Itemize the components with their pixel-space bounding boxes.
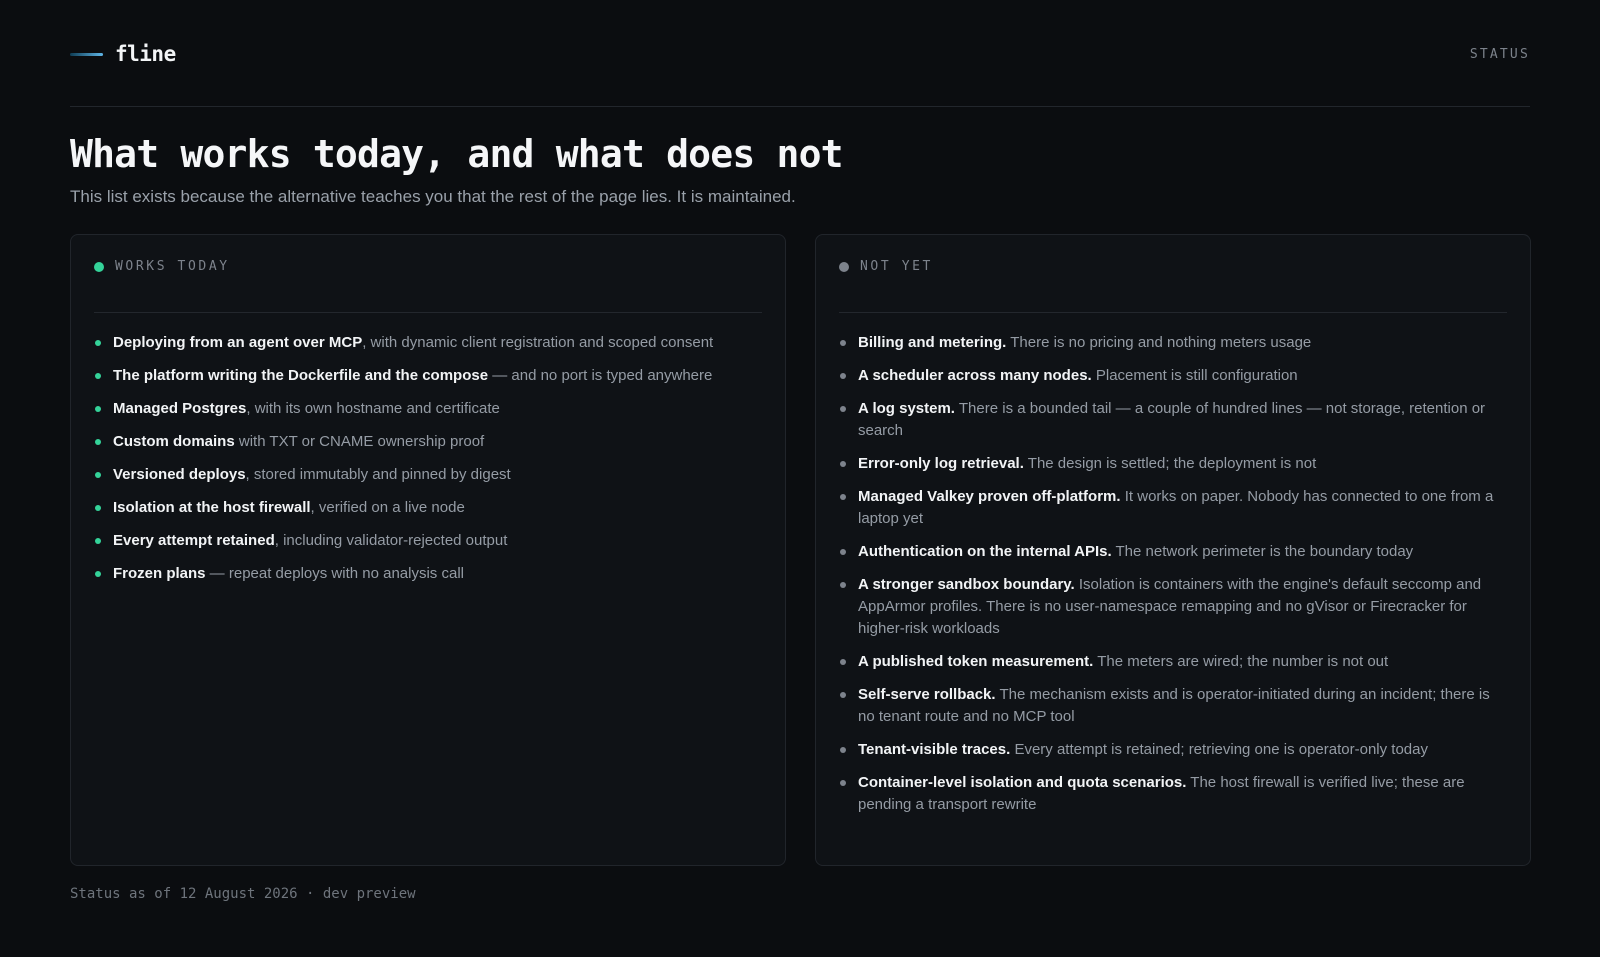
item-title: Container-level isolation and quota scenarios.	[858, 774, 1187, 791]
not-yet-item	[839, 398, 1507, 442]
item-detail: — and no port is typed anywhere	[488, 367, 713, 384]
item-title: Billing and metering.	[858, 334, 1007, 351]
not-yet-header	[839, 257, 1507, 313]
item-title: Frozen plans	[113, 565, 206, 582]
bullet-dot-icon	[840, 461, 846, 467]
item-detail: , including validator-rejected output	[274, 532, 508, 549]
bullet-dot-icon	[840, 659, 846, 665]
not-yet-item	[839, 739, 1507, 761]
item-title: The platform writing the Dockerfile and the compose	[113, 367, 489, 384]
item-detail: , verified on a live node	[310, 499, 465, 516]
bullet-dot-icon	[840, 549, 846, 555]
item-title: Every attempt retained	[113, 532, 275, 549]
item-title: Deploying from an agent over MCP	[113, 334, 363, 351]
item-detail: , stored immutably and pinned by digest	[245, 466, 511, 483]
works-today-item	[94, 431, 762, 453]
bullet-dot-icon	[840, 340, 846, 346]
brand-name: fline	[115, 42, 176, 66]
not-yet-item	[839, 574, 1507, 640]
bullet-dot-icon	[840, 692, 846, 698]
works-today-item	[94, 497, 762, 519]
page-title: What works today, and what does not	[70, 132, 843, 176]
works-today-item	[94, 464, 762, 486]
item-detail: — repeat deploys with no analysis call	[205, 565, 464, 582]
works-today-status-dot	[94, 262, 104, 272]
status-columns	[70, 234, 1531, 866]
not-yet-list	[839, 332, 1507, 816]
works-today-header	[94, 257, 762, 313]
bullet-dot-icon	[95, 538, 101, 544]
item-detail: Placement is still configuration	[1091, 367, 1298, 384]
item-title: Managed Valkey proven off-platform.	[858, 488, 1121, 505]
not-yet-item	[839, 332, 1507, 354]
bullet-dot-icon	[95, 406, 101, 412]
bullet-dot-icon	[95, 505, 101, 511]
bullet-dot-icon	[95, 472, 101, 478]
works-today-list	[94, 332, 762, 585]
not-yet-item	[839, 486, 1507, 530]
item-title: Custom domains	[113, 433, 235, 450]
item-detail: Every attempt is retained; retrieving one is operator-only today	[1010, 741, 1428, 758]
item-detail: with TXT or CNAME ownership proof	[234, 433, 485, 450]
item-detail: The design is settled; the deployment is not	[1023, 455, 1317, 472]
bullet-dot-icon	[95, 571, 101, 577]
item-title: Managed Postgres	[113, 400, 247, 417]
bullet-dot-icon	[840, 747, 846, 753]
item-title: Tenant-visible traces.	[858, 741, 1011, 758]
bullet-dot-icon	[840, 494, 846, 500]
item-title: A scheduler across many nodes.	[858, 367, 1092, 384]
item-detail: Isolation is containers with the engine's default seccomp and AppArmor profiles. There is no user-namespace remapping and no gVisor or Firecracker for higher-risk workloads	[858, 576, 1482, 637]
bullet-dot-icon	[840, 780, 846, 786]
bullet-dot-icon	[95, 340, 101, 346]
not-yet-item	[839, 651, 1507, 673]
item-detail: There is no pricing and nothing meters usage	[1006, 334, 1312, 351]
bullet-dot-icon	[840, 373, 846, 379]
page-subtitle: This list exists because the alternative teaches you that the rest of the page lies. It is maintained.	[70, 187, 796, 206]
works-today-item	[94, 530, 762, 552]
item-detail: The meters are wired; the number is not out	[1093, 653, 1389, 670]
nav-status-link[interactable]: STATUS	[1469, 46, 1530, 62]
not-yet-item	[839, 684, 1507, 728]
brand[interactable]	[70, 42, 176, 66]
not-yet-card	[815, 234, 1531, 866]
not-yet-item	[839, 453, 1507, 475]
bullet-dot-icon	[840, 406, 846, 412]
item-detail: There is a bounded tail — a couple of hundred lines — not storage, retention or search	[858, 400, 1486, 439]
works-today-item	[94, 563, 762, 585]
not-yet-label: NOT YET	[860, 259, 933, 274]
works-today-item	[94, 365, 762, 387]
works-today-card	[70, 234, 786, 866]
item-detail: , with dynamic client registration and scoped consent	[362, 334, 714, 351]
item-title: Self-serve rollback.	[858, 686, 996, 703]
item-detail: It works on paper. Nobody has connected to one from a laptop yet	[858, 488, 1494, 527]
bullet-dot-icon	[840, 582, 846, 588]
works-today-item	[94, 332, 762, 354]
brand-logo-mark	[70, 53, 103, 56]
works-today-item	[94, 398, 762, 420]
works-today-label: WORKS TODAY	[115, 259, 230, 274]
not-yet-status-dot	[839, 262, 849, 272]
item-title: Versioned deploys	[113, 466, 246, 483]
not-yet-item	[839, 365, 1507, 387]
item-detail: The host firewall is verified live; these are pending a transport rewrite	[858, 774, 1465, 813]
item-title: A published token measurement.	[858, 653, 1094, 670]
item-title: Isolation at the host firewall	[113, 499, 311, 516]
item-detail: The mechanism exists and is operator-initiated during an incident; there is no tenant route and no MCP tool	[858, 686, 1490, 725]
bullet-dot-icon	[95, 373, 101, 379]
item-detail: The network perimeter is the boundary today	[1111, 543, 1414, 560]
not-yet-item	[839, 541, 1507, 563]
item-title: A stronger sandbox boundary.	[858, 576, 1075, 593]
bullet-dot-icon	[95, 439, 101, 445]
top-bar	[70, 0, 1530, 107]
item-detail: , with its own hostname and certificate	[246, 400, 500, 417]
item-title: A log system.	[858, 400, 955, 417]
item-title: Error-only log retrieval.	[858, 455, 1024, 472]
not-yet-item	[839, 772, 1507, 816]
footer-status-note: Status as of 12 August 2026 · dev preview	[70, 886, 416, 902]
item-title: Authentication on the internal APIs.	[858, 543, 1112, 560]
